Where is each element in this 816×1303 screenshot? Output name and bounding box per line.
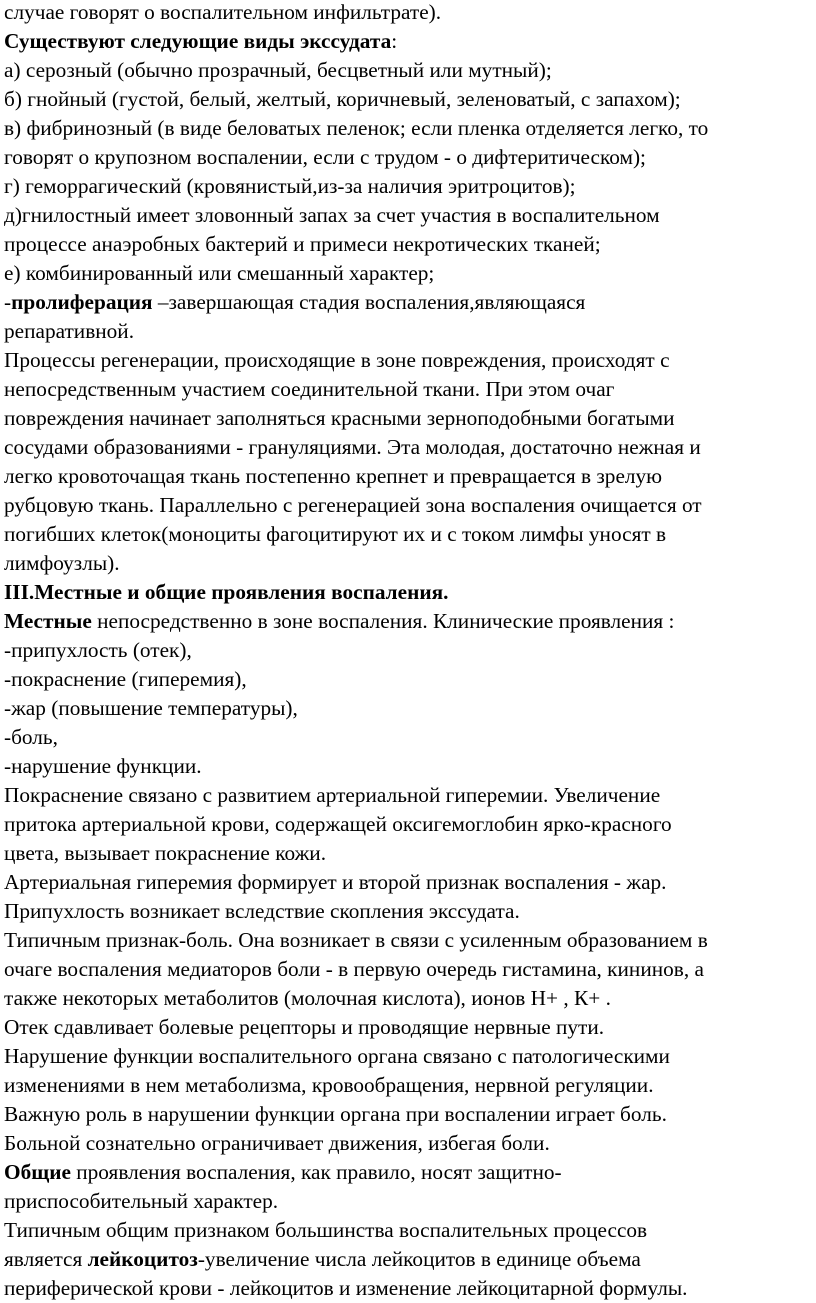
proliferation-term: пролиферация (11, 290, 153, 314)
body-line: изменениями в нем метаболизма, кровообращения, нервной регуляции. (4, 1073, 654, 1097)
section-3-heading: III.Местные и общие проявления воспаления. (4, 580, 449, 604)
body-line: притока артериальной крови, содержащей оксигемоглобин ярко-красного (4, 812, 672, 836)
proliferation-dash: - (4, 290, 12, 314)
local-sign-item: -боль, (4, 725, 58, 749)
regen-line: Процессы регенерации, происходящие в зоне повреждения, происходят с (4, 348, 670, 372)
intro-line: случае говорят о воспалительном инфильтрате). (4, 0, 442, 24)
body-line: цвета, вызывает покраснение кожи. (4, 841, 327, 865)
local-sign-item: -жар (повышение температуры), (4, 696, 298, 720)
regen-line: рубцовую ткань. Параллельно с регенерацией зона воспаления очищается от (4, 493, 702, 517)
exudate-item-serous: а) серозный (обычно прозрачный, бесцветный или мутный); (4, 58, 552, 82)
general-line: периферической крови - лейкоцитов и изменение лейкоцитарной формулы. (4, 1276, 688, 1300)
body-line: Типичным признак-боль. Она возникает в связи с усиленным образованием в (4, 928, 708, 952)
proliferation-line-cont: репаративной. (4, 319, 135, 343)
regen-line: легко кровоточащая ткань постепенно крепнет и превращается в зрелую (4, 464, 663, 488)
local-intro-text: непосредственно в зоне воспаления. Клинические проявления : (91, 609, 675, 633)
exudate-item-putrid-cont: процессе анаэробных бактерий и примеси некротических тканей; (4, 232, 601, 256)
exudate-heading-colon: : (391, 29, 398, 53)
local-sign-item: -припухлость (отек), (4, 638, 192, 662)
exudate-item-fibrinous: в) фибринозный (в виде беловатых пеленок; если пленка отделяется легко, то (4, 116, 709, 140)
exudate-heading: Существуют следующие виды экссудата (4, 29, 392, 53)
regen-line: повреждения начинает заполняться красными зерноподобными богатыми (4, 406, 675, 430)
local-sign-item: -нарушение функции. (4, 754, 202, 778)
regen-line: непосредственным участием соединительной ткани. При этом очаг (4, 377, 615, 401)
body-line: Больной сознательно ограничивает движения, избегая боли. (4, 1131, 550, 1155)
general-text: является (4, 1247, 88, 1271)
exudate-item-hemorrhagic: г) геморрагический (кровянистый,из-за наличия эритроцитов); (4, 174, 576, 198)
general-intro-text: проявления воспаления, как правило, носят защитно- (70, 1160, 562, 1184)
exudate-item-purulent: б) гнойный (густой, белый, желтый, коричневый, зеленоватый, с запахом); (4, 87, 681, 111)
body-line: Покраснение связано с развитием артериальной гиперемии. Увеличение (4, 783, 661, 807)
general-term: Общие (4, 1160, 71, 1184)
exudate-item-putrid: д)гнилостный имеет зловонный запах за счет участия в воспалительном (4, 203, 660, 227)
general-intro-line-cont: приспособительный характер. (4, 1189, 279, 1213)
body-line: Важную роль в нарушении функции органа при воспалении играет боль. (4, 1102, 667, 1126)
general-line: Типичным общим признаком большинства воспалительных процессов (4, 1218, 648, 1242)
exudate-item-mixed: е) комбинированный или смешанный характер; (4, 261, 435, 285)
body-line: Отек сдавливает болевые рецепторы и проводящие нервные пути. (4, 1015, 605, 1039)
general-intro-line (4, 1158, 814, 1187)
body-line: также некоторых метаболитов (молочная кислота), ионов Н+ , К+ . (4, 986, 611, 1010)
proliferation-text: –завершающая стадия воспаления,являющаяся (152, 290, 586, 314)
body-line: Нарушение функции воспалительного органа связано с патологическими (4, 1044, 670, 1068)
regen-line: лимфоузлы). (4, 551, 120, 575)
general-line (4, 1245, 814, 1274)
proliferation-line (4, 288, 814, 317)
leukocytosis-term: лейкоцитоз (87, 1247, 198, 1271)
local-intro-line (4, 607, 814, 636)
exudate-item-fibrinous-cont: говорят о крупозном воспалении, если с трудом - о дифтеритическом); (4, 145, 646, 169)
regen-line: погибших клеток(моноциты фагоцитируют их и с током лимфы уносят в (4, 522, 667, 546)
exudate-heading-line (4, 27, 814, 56)
regen-line: сосудами образованиями - грануляциями. Эта молодая, достаточно нежная и (4, 435, 701, 459)
local-sign-item: -покраснение (гиперемия), (4, 667, 247, 691)
body-line: очаге воспаления медиаторов боли - в первую очередь гистамина, кининов, а (4, 957, 704, 981)
body-line: Припухлость возникает вследствие скопления экссудата. (4, 899, 520, 923)
local-term: Местные (4, 609, 92, 633)
general-text: -увеличение числа лейкоцитов в единице объема (197, 1247, 641, 1271)
body-line: Артериальная гиперемия формирует и второй признак воспаления - жар. (4, 870, 667, 894)
